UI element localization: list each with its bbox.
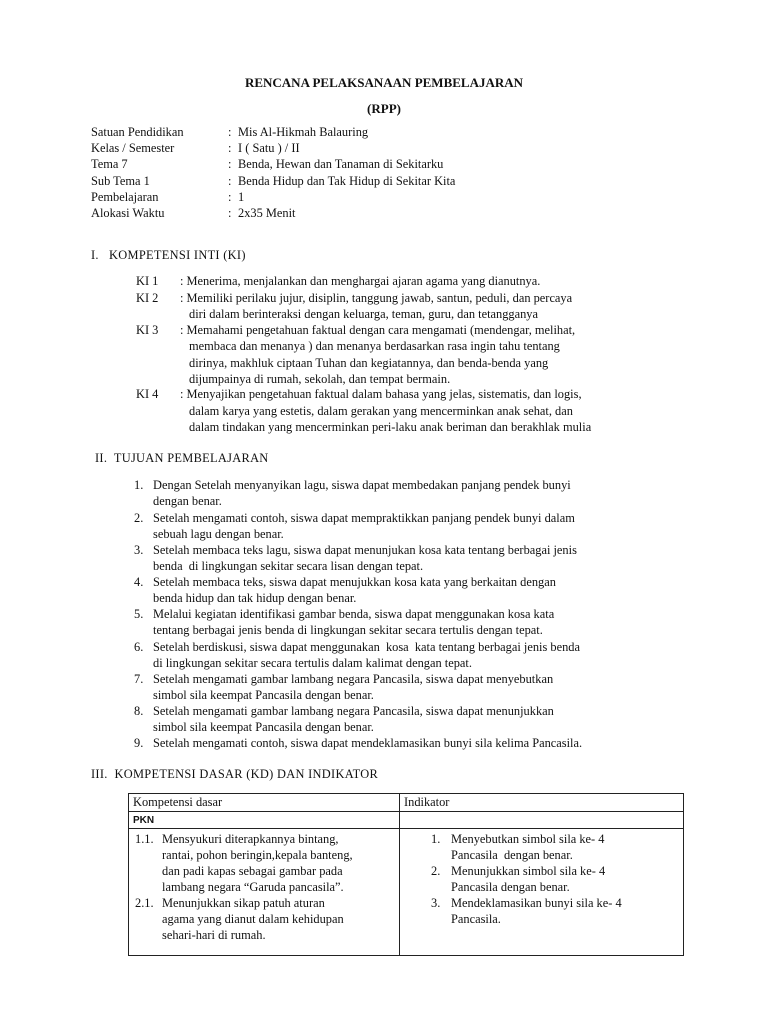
indikator-text: Pancasila. xyxy=(451,912,501,926)
ki-text: dalam karya yang estetis, dalam gerakan yang mencerminkan anak sehat, dan xyxy=(189,404,573,418)
list-item-text: Melalui kegiatan identifikasi gambar benda, siswa dapat menggunakan kosa kata xyxy=(153,607,555,621)
section-heading-ki: I. KOMPETENSI INTI (KI) xyxy=(91,248,246,262)
list-item-text: Setelah membaca teks lagu, siswa dapat menunjukan kosa kata tentang berbagai jenis xyxy=(153,543,577,557)
kd-cell xyxy=(129,829,400,956)
indikator-text: Menunjukkan simbol sila ke- 4 xyxy=(451,864,606,878)
identity-value: 2x35 Menit xyxy=(238,206,296,220)
column-header-indikator: Indikator xyxy=(400,794,684,812)
ki-text: : Menyajikan pengetahuan faktual dalam bahasa yang jelas, sistematis, dan logis, xyxy=(180,387,582,401)
list-item-text: Setelah mengamati gambar lambang negara Pancasila, siswa dapat menyebutkan xyxy=(153,672,554,686)
identity-label: Pembelajaran xyxy=(91,190,159,204)
list-item-text: di lingkungan sekitar secara tertulis dalam kalimat dengan tepat. xyxy=(153,656,472,670)
document-title: RENCANA PELAKSANAAN PEMBELAJARAN xyxy=(244,75,524,90)
identity-sep: : xyxy=(228,206,232,220)
table-row xyxy=(129,829,684,956)
list-number: 7. xyxy=(134,672,144,686)
ki-text: diri dalam berinteraksi dengan keluarga, teman, guru, dan tetangganya xyxy=(189,307,538,321)
indikator-text: Pancasila dengan benar. xyxy=(451,848,573,862)
list-item-text: dengan benar. xyxy=(153,494,222,508)
identity-label: Tema 7 xyxy=(91,157,128,171)
section-heading-tujuan: II. TUJUAN PEMBELAJARAN xyxy=(95,451,269,465)
identity-value: 1 xyxy=(238,190,245,204)
identity-label: Sub Tema 1 xyxy=(91,174,150,188)
list-item-text: Setelah membaca teks, siswa dapat menujukkan kosa kata yang berkaitan dengan xyxy=(153,575,556,589)
identity-sep: : xyxy=(228,190,232,204)
list-item-text: Setelah mengamati contoh, siswa dapat mendeklamasikan bunyi sila kelima Pancasila. xyxy=(153,736,583,750)
ki-code: KI 2 xyxy=(136,291,159,305)
list-number: 8. xyxy=(134,704,144,718)
indikator-number: 2. xyxy=(431,864,441,878)
identity-sep: : xyxy=(228,125,232,139)
identity-value: Benda Hidup dan Tak Hidup di Sekitar Kita xyxy=(238,174,456,188)
list-item-text: Setelah mengamati contoh, siswa dapat mempraktikkan panjang pendek bunyi dalam xyxy=(153,511,575,525)
ki-text: dirinya, makhluk ciptaan Tuhan dan kegiatannya, dan benda-benda yang xyxy=(189,356,549,370)
kd-number: 1.1. xyxy=(135,832,154,846)
identity-label: Alokasi Waktu xyxy=(91,206,165,220)
list-number: 5. xyxy=(134,607,144,621)
ki-text: : Memahami pengetahuan faktual dengan cara mengamati (mendengar, melihat, xyxy=(180,323,576,337)
indikator-number: 1. xyxy=(431,832,441,846)
list-item-text: simbol sila keempat Pancasila dengan benar. xyxy=(153,688,374,702)
table-row xyxy=(129,812,684,829)
indikator-text: Menyebutkan simbol sila ke- 4 xyxy=(451,832,605,846)
list-number: 1. xyxy=(134,478,144,492)
ki-text: dijumpainya di rumah, sekolah, dan tempat bermain. xyxy=(189,372,451,386)
indikator-text: Mendeklamasikan bunyi sila ke- 4 xyxy=(451,896,622,910)
kd-text: Mensyukuri diterapkannya bintang, xyxy=(162,832,339,846)
kd-text: lambang negara “Garuda pancasila”. xyxy=(162,880,344,894)
list-item-text: tentang berbagai jenis benda di lingkungan sekitar secara tertulis dengan tepat. xyxy=(153,623,543,637)
column-header-kompetensi: Kompetensi dasar xyxy=(129,794,400,812)
subject-cell xyxy=(129,812,400,829)
subject-label: PKN xyxy=(133,815,155,826)
list-number: 9. xyxy=(134,736,144,750)
kd-text: Menunjukkan sikap patuh aturan xyxy=(162,896,325,910)
identity-label: Kelas / Semester xyxy=(91,141,175,155)
identity-sep: : xyxy=(228,141,232,155)
kd-text: dan padi kapas sebagai gambar pada xyxy=(162,864,343,878)
list-number: 6. xyxy=(134,640,144,654)
identity-label: Satuan Pendidikan xyxy=(91,125,184,139)
kd-number: 2.1. xyxy=(135,896,154,910)
ki-text: membaca dan menanya ) dan menanya berdasarkan rasa ingin tahu tentang xyxy=(189,339,560,353)
ki-code: KI 3 xyxy=(136,323,159,337)
kd-text: sehari-hari di rumah. xyxy=(162,928,266,942)
empty-cell xyxy=(400,812,684,829)
table-header-row xyxy=(129,794,684,812)
list-number: 3. xyxy=(134,543,144,557)
list-item-text: sebuah lagu dengan benar. xyxy=(153,527,284,541)
identity-sep: : xyxy=(228,174,232,188)
indikator-text: Pancasila dengan benar. xyxy=(451,880,570,894)
ki-text: : Memiliki perilaku jujur, disiplin, tanggung jawab, santun, peduli, dan percaya xyxy=(180,291,573,305)
list-item-text: Setelah berdiskusi, siswa dapat menggunakan kosa kata tentang berbagai jenis benda xyxy=(153,640,581,654)
ki-code: KI 4 xyxy=(136,387,159,401)
list-item-text: simbol sila keempat Pancasila dengan benar. xyxy=(153,720,374,734)
identity-sep: : xyxy=(228,157,232,171)
list-item-text: Dengan Setelah menyanyikan lagu, siswa dapat membedakan panjang pendek bunyi xyxy=(153,478,571,492)
indikator-cell xyxy=(400,829,684,956)
identity-value: I ( Satu ) / II xyxy=(238,141,300,155)
identity-value: Benda, Hewan dan Tanaman di Sekitarku xyxy=(238,157,444,171)
list-item-text: benda di lingkungan sekitar secara lisan dengan tepat. xyxy=(153,559,424,573)
list-item-text: Setelah mengamati gambar lambang negara Pancasila, siswa dapat menunjukkan xyxy=(153,704,554,718)
ki-code: KI 1 xyxy=(136,274,159,288)
ki-text: : Menerima, menjalankan dan menghargai ajaran agama yang dianutnya. xyxy=(180,274,541,288)
document-subtitle: (RPP) xyxy=(367,101,401,116)
list-item-text: benda hidup dan tak hidup dengan benar. xyxy=(153,591,357,605)
kd-text: rantai, pohon beringin,kepala banteng, xyxy=(162,848,353,862)
identity-value: Mis Al-Hikmah Balauring xyxy=(238,125,369,139)
indikator-number: 3. xyxy=(431,896,441,910)
ki-text: dalam tindakan yang mencerminkan peri-laku anak beriman dan berakhlak mulia xyxy=(189,420,592,434)
kd-text: agama yang dianut dalam kehidupan xyxy=(162,912,344,926)
list-number: 2. xyxy=(134,511,144,525)
list-number: 4. xyxy=(134,575,144,589)
section-heading-kd: III. KOMPETENSI DASAR (KD) DAN INDIKATOR xyxy=(91,767,379,781)
kd-indikator-table xyxy=(128,793,684,956)
